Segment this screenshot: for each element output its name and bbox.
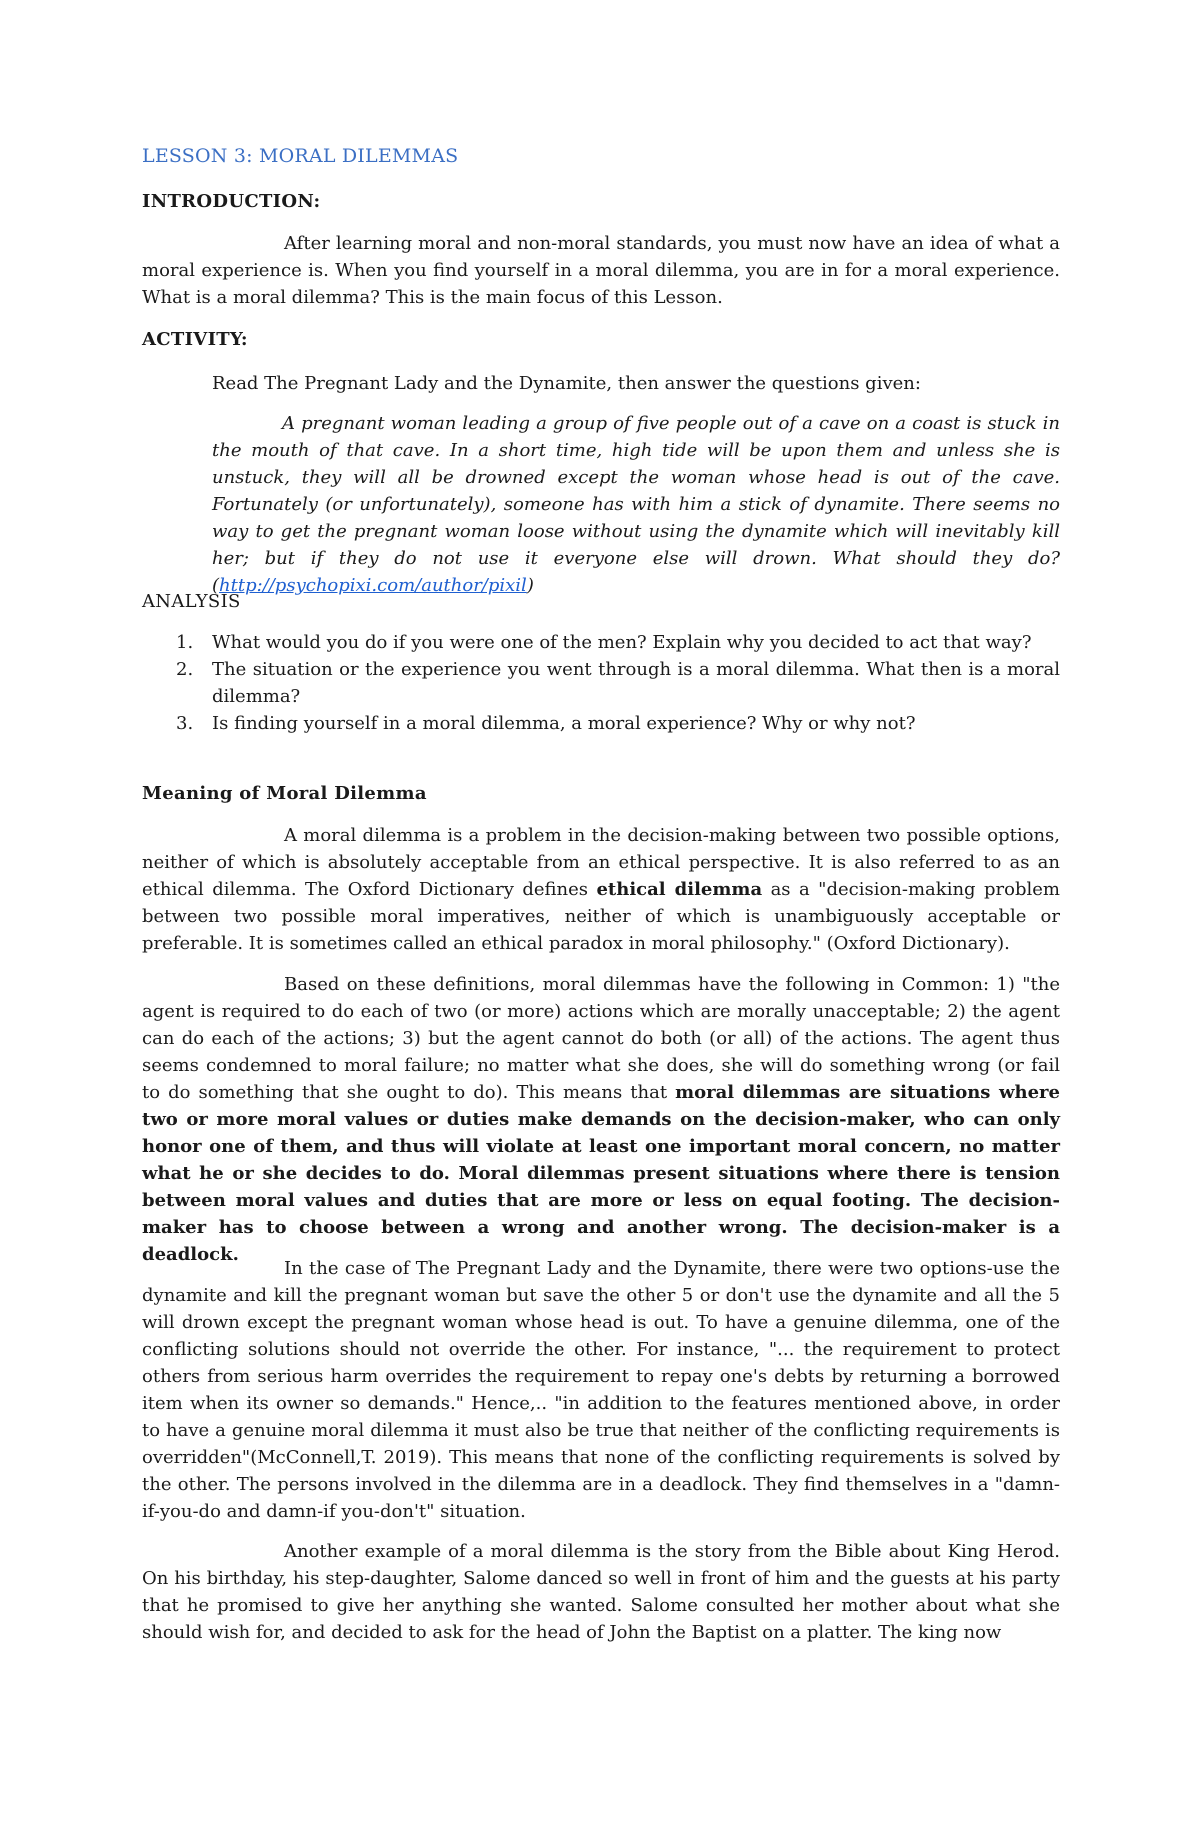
question-list <box>142 629 1060 737</box>
question-number: 2. <box>176 659 194 680</box>
meaning-paragraph-3: In the case of The Pregnant Lady and the Dynamite, there were two options-use the dynamite and kill the pregnant woman but save the other 5 or don't use the dynamite and all the 5 will drown except the pregnant woman whose head is out. To have a genuine dilemma, one of the conflicting solutions should not override the other. For instance, "... the requirement to protect others from serious harm overrides the requirement to repay one's debts by returning a borrowed item when its owner so demands." Hence,.. "in addition to the features mentioned above, in order to have a genuine moral dilemma it must also be true that neither of the conflicting requirements is overridden"(McConnell,T. 2019). This means that none of the conflicting requirements is solved by the other. The persons involved in the dilemma are in a deadlock. They find themselves in a "damn-if-you-do and damn-if you-don't" situation. <box>142 1258 1060 1522</box>
lesson-title: LESSON 3: MORAL DILEMMAS <box>142 145 459 167</box>
p1-text: A moral dilemma is a problem in the decision-making between two possible options, neither of which is absolutely acceptable from an ethical perspective. It is also referred to as an ethical dilemma. The Oxford Dictionary defines <box>142 825 1060 900</box>
activity-heading: ACTIVITY: <box>142 329 248 350</box>
meaning-heading: Meaning of Moral Dilemma <box>142 783 427 804</box>
question-item <box>142 629 1060 656</box>
introduction-paragraph: After learning moral and non-moral standards, you must now have an idea of what a moral experience is. When you find yourself in a moral dilemma, you are in for a moral experience. What is a moral dilemma? This is the main focus of this Lesson. <box>142 233 1060 308</box>
analysis-questions <box>142 629 1060 737</box>
question-text: The situation or the experience you went through is a moral dilemma. What then is a moral dilemma? <box>212 659 1060 707</box>
source-link[interactable]: http://psychopixi.com/author/pixil <box>219 575 527 596</box>
question-text: What would you do if you were one of the men? Explain why you decided to act that way? <box>212 632 1032 653</box>
analysis-heading: ANALYSIS <box>142 591 241 612</box>
activity-instruction: Read The Pregnant Lady and the Dynamite, then answer the questions given: <box>212 373 921 394</box>
question-number: 1. <box>176 632 194 653</box>
p1-bold-term: ethical dilemma <box>596 879 763 900</box>
meaning-paragraph-1 <box>142 822 1060 957</box>
story-paragraph <box>212 410 1060 599</box>
p2-bold-text: moral dilemmas are situations where two or more moral values or duties make demands on the decision-maker, who can only honor one of them, and thus will violate at least one important moral concern, no matter what he or she decides to do. Moral dilemmas present situations where there is tension between moral values and duties that are more or less on equal footing. The decision-maker has to choose between a wrong and another wrong. The decision-maker is a deadlock. <box>142 1082 1060 1265</box>
p1-text-end: as a "decision-making problem between two possible moral imperatives, neither of which is unambiguously acceptable or preferable. It is sometimes called an ethical paradox in moral philosophy." (Oxford Dictionary). <box>142 879 1060 954</box>
p2-text: Based on these definitions, moral dilemmas have the following in Common: 1) "the agent is required to do each of two (or more) actions which are morally unacceptable; 2) the agent can do each of the actions; 3) but the agent cannot do both (or all) of the actions. The agent thus seems condemned to moral failure; no matter what she does, she will do something wrong (or fail to do something that she ought to do). This means that <box>142 974 1060 1103</box>
meaning-paragraph-4: Another example of a moral dilemma is the story from the Bible about King Herod. On his birthday, his step-daughter, Salome danced so well in front of him and the guests at his party that he promised to give her anything she wanted. Salome consulted her mother about what she should wish for, and decided to ask for the head of John the Baptist on a platter. The king now <box>142 1541 1060 1643</box>
question-number: 3. <box>176 713 194 734</box>
story-close: ) <box>526 575 534 596</box>
question-item <box>142 656 1060 710</box>
introduction-heading: INTRODUCTION: <box>142 191 321 212</box>
story-text: A pregnant woman leading a group of five people out of a cave on a coast is stuck in the mouth of that cave. In a short time, high tide will be upon them and unless she is unstuck, they will all be drowned except the woman whose head is out of the cave. Fortunately (or unfortunately), someone has with him a stick of dynamite. There seems no way to get the pregnant woman loose without using the dynamite which will inevitably kill her; but if they do not use it everyone else will drown. What should they do? ( <box>212 413 1060 596</box>
question-item <box>142 710 1060 737</box>
question-text: Is finding yourself in a moral dilemma, a moral experience? Why or why not? <box>212 713 916 734</box>
meaning-paragraph-2 <box>142 971 1060 1268</box>
